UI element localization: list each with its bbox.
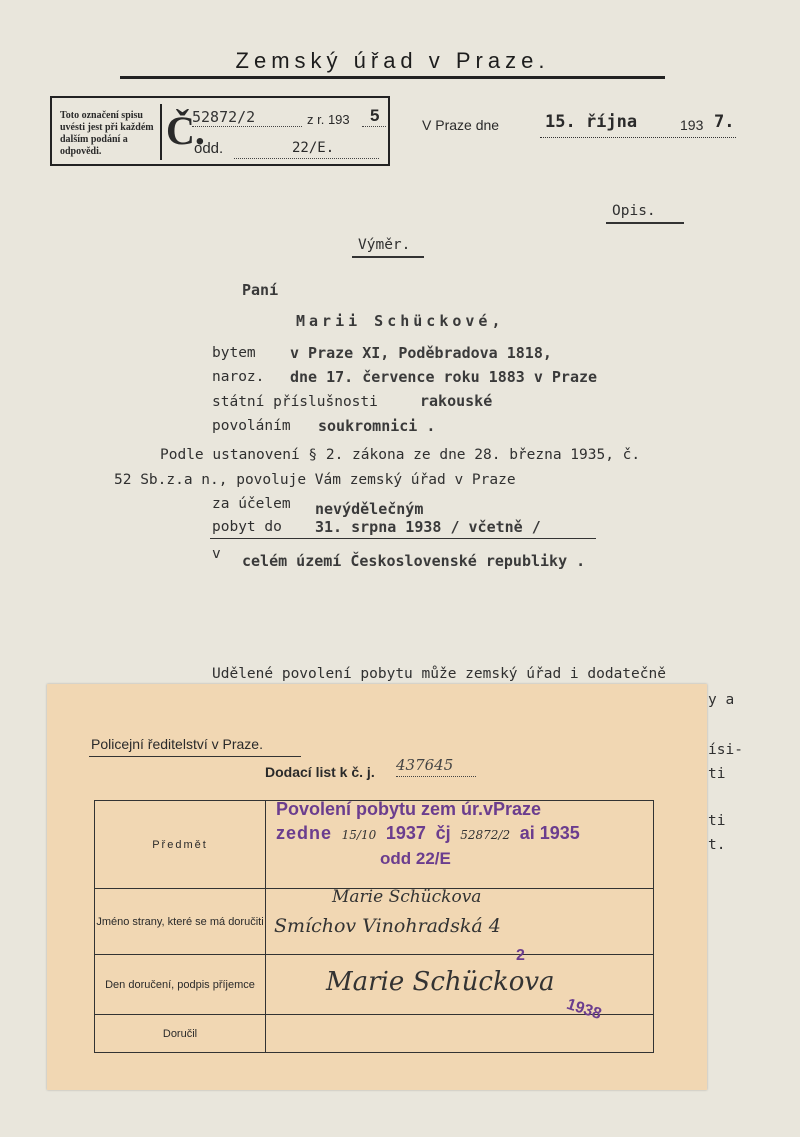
right-fragment-3: ti: [708, 766, 726, 782]
vymer-heading: Výměr.: [358, 237, 411, 253]
stamp-cj-label: čj: [435, 823, 451, 843]
table-row: [95, 889, 654, 955]
birth-label: naroz.: [212, 369, 265, 385]
handwritten-address: Smíchov Vinohradská 4: [274, 915, 501, 937]
vymer-underline: [352, 256, 424, 258]
delivery-list-label: Dodací list k č. j.: [265, 764, 375, 780]
occupation-value: soukromnici .: [318, 417, 436, 435]
date-year-prefix: 193: [680, 117, 704, 133]
department-value: 22/E.: [292, 140, 335, 156]
stamp-year-suffix: ai 1935: [519, 823, 580, 843]
paragraph-2-line-1: Udělené povolení pobytu může zemský úřad i dodatečně: [212, 666, 666, 682]
area-label: v: [212, 546, 221, 562]
delivery-list-number: 437645: [396, 756, 454, 774]
row-label-delivery-date: Den doručení, podpis příjemce: [95, 955, 266, 1015]
purpose-value: nevýdělečným: [315, 500, 424, 518]
title-underline: [120, 76, 665, 79]
row-label-delivered-by: Doručil: [95, 1015, 266, 1053]
opis-label: Opis.: [612, 203, 656, 219]
number-dotted-line: [192, 126, 302, 127]
recipient-signature: Marie Schückova: [326, 967, 555, 997]
stamp-cj-number: 52872/2: [460, 828, 511, 842]
birth-value: dne 17. července roku 1883 v Praze: [290, 368, 598, 386]
recipient-name: Marii Schückové,: [296, 312, 505, 330]
paragraph-1-line-2: 52 Sb.z.a n., povoluje Vám zemský úřad v Praze: [114, 472, 516, 488]
residence-value: v Praze XI, Poděbradova 1818,: [290, 344, 552, 362]
right-fragment-1: y a: [708, 692, 735, 708]
occupation-label: povoláním: [212, 418, 291, 434]
cj-mark: Č.: [166, 108, 205, 153]
reference-divider: [160, 104, 162, 160]
delivered-by-cell: [266, 995, 654, 1053]
stamp-date-prefix: zedne: [276, 823, 333, 843]
slip-header: Policejní ředitelství v Praze.: [91, 736, 263, 752]
row-label-party-name: Jméno strany, které se má doručiti: [95, 889, 266, 955]
residence-label: bytem: [212, 345, 256, 361]
date-dotted-line: [540, 136, 736, 138]
reference-box: [50, 96, 390, 166]
handwritten-name: Marie Schückova: [332, 887, 482, 907]
delivery-table: [94, 800, 654, 1053]
date-prefix: V Praze dne: [422, 117, 500, 133]
right-fragment-5: t.: [708, 837, 726, 853]
received-stamp-year: 1938: [564, 995, 604, 1024]
stamp-line-2: [276, 823, 580, 844]
table-row: [95, 801, 654, 889]
reference-number: 52872/2: [192, 108, 256, 126]
year-dotted-line: [362, 126, 386, 127]
party-name-cell: [266, 889, 654, 955]
slip-header-underline: [89, 756, 301, 757]
subject-cell: [266, 801, 654, 889]
year-value: 5: [370, 106, 380, 125]
reference-note: Toto označení spisu uvésti jest při každém dalším podání a odpovědi.: [60, 110, 154, 157]
office-title: Zemský úřad v Praze.: [235, 48, 550, 73]
received-stamp-number: 2: [516, 947, 525, 964]
stamp-date-handwritten: 15/10: [341, 828, 377, 842]
stamp-line-1: Povolení pobytu zem úr.vPraze: [276, 799, 542, 819]
citizenship-value: rakouské: [420, 392, 493, 410]
department-dotted-line: [234, 158, 379, 159]
date-year-suffix: 7.: [714, 112, 735, 132]
delivery-number-dotted-line: [396, 776, 476, 777]
right-fragment-2: ísi-: [708, 742, 743, 758]
paragraph-1-line-1: Podle ustanovení § 2. zákona ze dne 28. března 1935, č.: [160, 447, 641, 463]
purpose-label: za účelem: [212, 496, 291, 512]
year-label: z r. 193: [307, 112, 350, 127]
stay-underline: [210, 538, 596, 539]
salutation: Paní: [242, 281, 279, 299]
opis-underline: [606, 222, 684, 224]
table-row: [95, 1015, 654, 1053]
stamp-year: 1937: [385, 823, 426, 843]
right-fragment-4: ti: [708, 813, 726, 829]
stay-label: pobyt do: [212, 519, 282, 535]
citizenship-label: státní příslušnosti: [212, 394, 378, 410]
stamp-line-3: odd 22/E: [380, 849, 451, 868]
date-day-month: 15. října: [545, 112, 638, 132]
area-value: celém území Československé republiky .: [242, 552, 586, 570]
department-label: odd.: [194, 140, 224, 157]
stay-value: 31. srpna 1938 / včetně /: [315, 518, 541, 536]
row-label-subject: Předmět: [95, 801, 266, 889]
delivery-slip: [47, 684, 707, 1090]
